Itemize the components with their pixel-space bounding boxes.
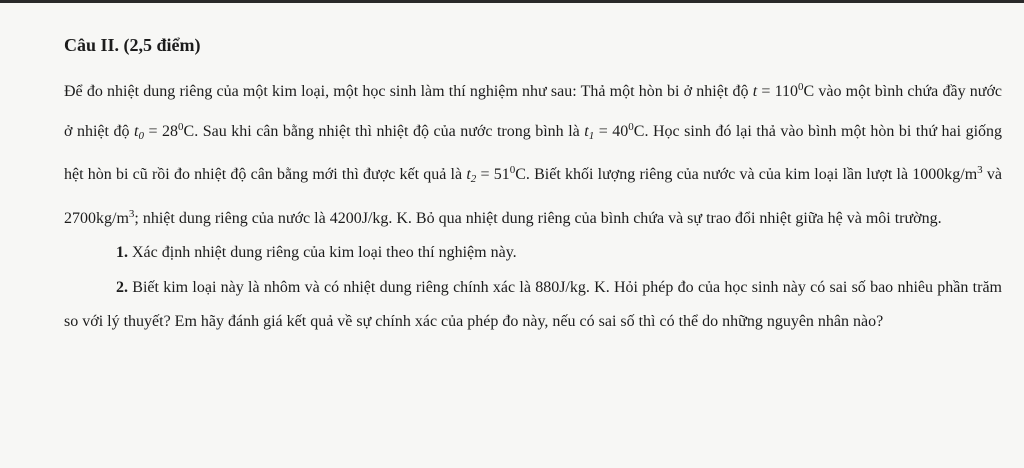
- intro-text-1: Để đo nhiệt dung riêng của một kim loại, một học sinh làm thí nghiệm như sau: Thả một hòn bi ở nhiệt độ: [64, 83, 753, 100]
- t2-value: = 51: [476, 166, 510, 183]
- intro-text-5: . Biết khối lượng riêng của nước và của kim loại lần lượt là 1000kg/m: [525, 166, 978, 183]
- intro-text-4: . Học sinh đó lại thả vào bình một hòn bi thứ hai giống hệt hòn bi cũ rồi đo nhiệt độ cân bằng mới thì được kết quả là: [64, 122, 1003, 183]
- t1-subscript: 1: [588, 129, 595, 142]
- intro-text-6: và 2700kg/m: [64, 166, 1002, 227]
- t1-variable: t: [584, 122, 589, 140]
- t0-degree: 0: [178, 120, 184, 133]
- t1-value: = 40: [594, 122, 629, 140]
- t2-unit: C: [515, 166, 526, 183]
- sub-question-1: [64, 236, 1002, 271]
- sub-question-2-text: Biết kim loại này là nhôm và có nhiệt dung riêng chính xác là 880J/kg. K. Hỏi phép đo của học sinh này có sai số bao nhiêu phần trăm so với lý thuyết? Em hãy đánh giá kết quả về sự chính xác của phép đo này, nếu có sai số thì có thể do những nguyên nhân nào?: [64, 278, 1002, 330]
- t2-degree: 0: [509, 164, 516, 176]
- sub-question-2: [64, 271, 1002, 340]
- metal-density-exponent: 3: [128, 207, 135, 220]
- t0-value: = 28: [143, 122, 179, 140]
- intro-text-3: . Sau khi cân bằng nhiệt thì nhiệt độ của nước trong bình là: [194, 122, 585, 140]
- t-unit: C: [803, 83, 815, 100]
- t-value: = 110: [757, 83, 798, 100]
- sub-question-1-number: 1.: [116, 244, 128, 261]
- question-intro: [64, 70, 1002, 236]
- t0-variable: t: [134, 122, 139, 140]
- t-variable: t: [752, 83, 758, 100]
- t0-subscript: 0: [138, 129, 144, 142]
- sub-question-1-text: Xác định nhiệt dung riêng của kim loại theo thí nghiệm này.: [128, 244, 517, 261]
- t0-unit: C: [183, 122, 195, 140]
- question-heading: Câu II. (2,5 điểm): [64, 35, 201, 55]
- water-density-exponent: 3: [977, 164, 983, 176]
- t1-degree: 0: [628, 120, 634, 133]
- t2-subscript: 2: [470, 173, 477, 185]
- t1-unit: C: [633, 122, 645, 140]
- intro-text-2: vào một bình chứa đầy nước ở nhiệt độ: [64, 83, 1003, 140]
- sub-question-2-number: 2.: [116, 278, 128, 296]
- intro-text-7: ; nhiệt dung riêng của nước là 4200J/kg. K. Bỏ qua nhiệt dung riêng của bình chứa và sự trao đổi nhiệt giữa hệ và môi trường.: [134, 209, 942, 227]
- t-degree: 0: [797, 81, 804, 93]
- t2-variable: t: [466, 166, 471, 183]
